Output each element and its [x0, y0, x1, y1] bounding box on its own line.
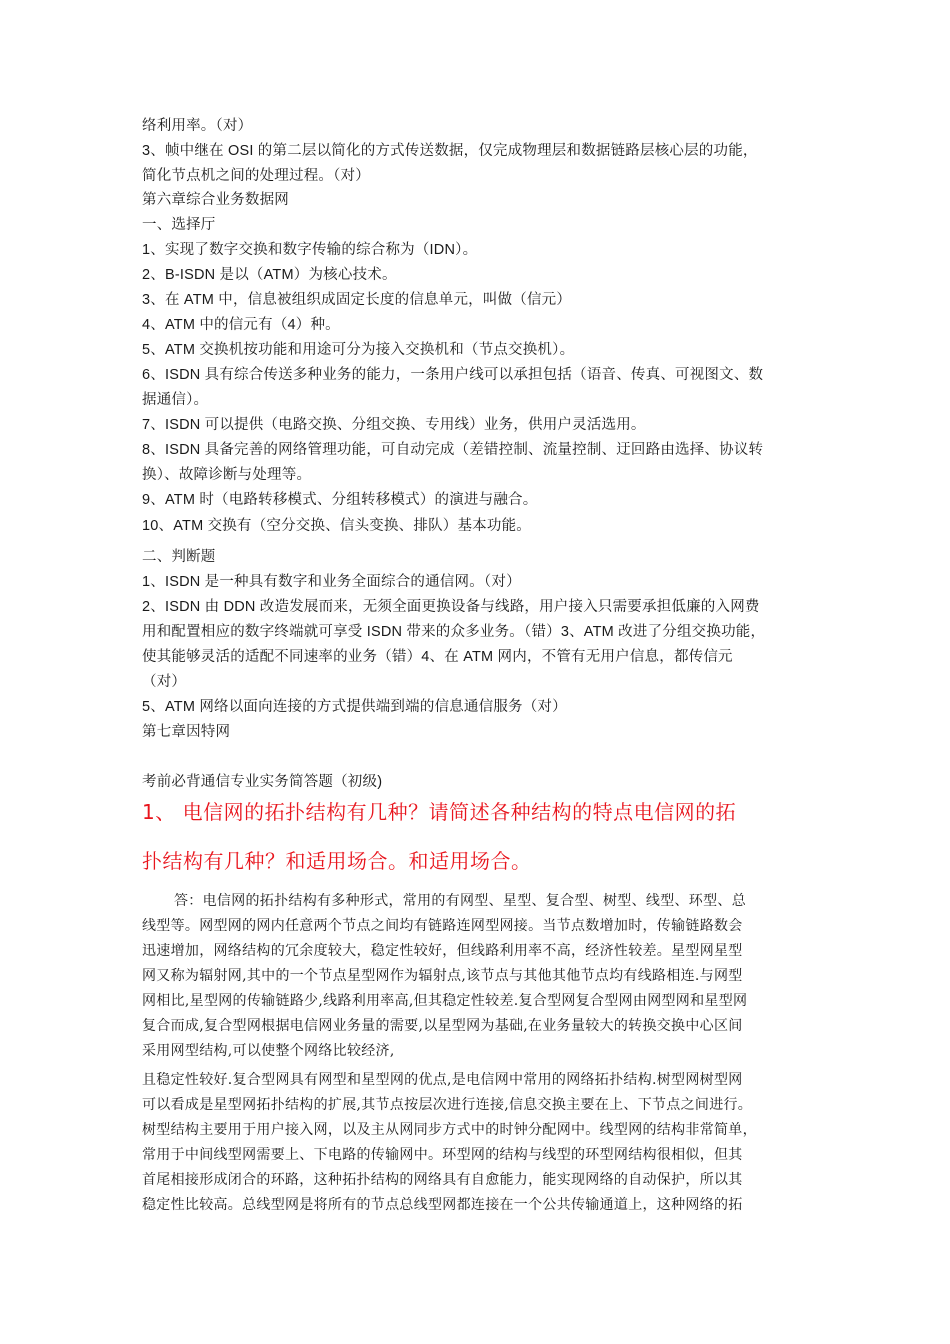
answer-line: 树型结构主要用于用户接入网，以及主从网同步方式中的时钟分配网中。线型网的结构非常简单，: [142, 1122, 757, 1138]
answer-line: 采用网型结构,可以使整个网络比较经济,: [142, 1043, 395, 1059]
text-line: 2、B-ISDN 是以（ATM）为核心技术。: [142, 267, 397, 283]
answer-line: 线型等。网型网的网内任意两个节点之间均有链路连网型网接。当节点数增加时，传输链路数会: [142, 918, 743, 934]
section-title: 一、选择厅: [142, 217, 216, 233]
question-heading: 扑结构有几种？和适用场合。和适用场合。: [142, 849, 532, 873]
text-line: 使其能够灵活的适配不同速率的业务（错）4、在 ATM 网内，不管有无用户信息，都传信元: [142, 649, 733, 665]
text-line: （对）: [142, 674, 187, 690]
text-line: 8、ISDN 具备完善的网络管理功能，可自动完成（差错控制、流量控制、迂回路由选择、协议转: [142, 442, 764, 458]
text-line: 1、ISDN 是一种具有数字和业务全面综合的通信网。（对）: [142, 574, 521, 590]
text-line: 5、ATM 网络以面向连接的方式提供端到端的信息通信服务（对）: [142, 699, 567, 715]
answer-line: 稳定性比较高。总线型网是将所有的节点总线型网都连接在一个公共传输通道上，这种网络的拓: [142, 1197, 743, 1213]
question-heading: 1、 电信网的拓扑结构有几种？请简述各种结构的特点电信网的拓: [142, 800, 737, 824]
answer-line: 且稳定性较好.复合型网具有网型和星型网的优点,是电信网中常用的网络拓扑结构.树型网树型网: [142, 1072, 743, 1088]
answer-line: 网相比,星型网的传输链路少,线路利用率高,但其稳定性较差.复合型网复合型网由网型网和星型网: [142, 993, 748, 1009]
answer-line: 常用于中间线型网需要上、下电路的传输网中。环型网的结构与线型的环型网结构很相似，但其: [142, 1147, 743, 1163]
text-line: 据通信）。: [142, 392, 209, 408]
text-line: 4、ATM 中的信元有（4）种。: [142, 317, 340, 333]
text-line: 9、ATM 时（电路转移模式、分组转移模式）的演进与融合。: [142, 492, 538, 508]
text-line: 5、ATM 交换机按功能和用途可分为接入交换机和（节点交换机）。: [142, 342, 575, 358]
answer-line: 网又称为辐射网,其中的一个节点星型网作为辐射点,该节点与其他其他节点均有线路相连.与网型: [142, 968, 743, 984]
doc-subtitle: 考前必背通信专业实务简答题（初级): [142, 774, 383, 790]
text-line: 7、ISDN 可以提供（电路交换、分组交换、专用线）业务，供用户灵活选用。: [142, 417, 646, 433]
text-line: 2、ISDN 由 DDN 改造发展而来，无须全面更换设备与线路，用户接入只需要承担低廉的入网费: [142, 599, 760, 615]
section-title: 二、判断题: [142, 549, 216, 565]
answer-line: 首尾相接形成闭合的环路，这种拓扑结构的网络具有自愈能力，能实现网络的自动保护，所以其: [142, 1172, 743, 1188]
text-line: 换）、故障诊断与处理等。: [142, 467, 312, 483]
answer-line: 答：电信网的拓扑结构有多种形式，常用的有网型、星型、复合型、树型、线型、环型、总: [174, 893, 746, 909]
text-line: 用和配置相应的数字终端就可享受 ISDN 带来的众多业务。（错）3、ATM 改进了分组交换功能，: [142, 624, 766, 640]
text-line: 简化节点机之间的处理过程。（对）: [142, 168, 370, 184]
text-line: 10、ATM 交换有（空分交换、信头变换、排队）基本功能。: [142, 518, 531, 534]
answer-line: 复合而成,复合型网根据电信网业务量的需要,以星型网为基础,在业务量较大的转换交换中心区间: [142, 1018, 743, 1034]
text-line: 3、在 ATM 中，信息被组织成固定长度的信息单元，叫做（信元）: [142, 292, 572, 308]
chapter-title: 第六章综合业务数据网: [142, 192, 289, 208]
text-line: 3、帧中继在 OSI 的第二层以简化的方式传送数据，仅完成物理层和数据链路层核心层的功能，: [142, 143, 758, 159]
text-line: 络利用率。（对）: [142, 118, 253, 134]
answer-line: 可以看成是星型网拓扑结构的扩展,其节点按层次进行连接,信息交换主要在上、下节点之间进行。: [142, 1097, 753, 1113]
answer-line: 迅速增加，网络结构的冗余度较大，稳定性较好，但线路利用率不高，经济性较差。星型网星型: [142, 943, 743, 959]
text-line: 6、ISDN 具有综合传送多种业务的能力，一条用户线可以承担包括（语音、传真、可视图文、数: [142, 367, 764, 383]
text-line: 1、实现了数字交换和数字传输的综合称为（IDN）。: [142, 242, 478, 258]
chapter-title: 第七章因特网: [142, 724, 231, 740]
